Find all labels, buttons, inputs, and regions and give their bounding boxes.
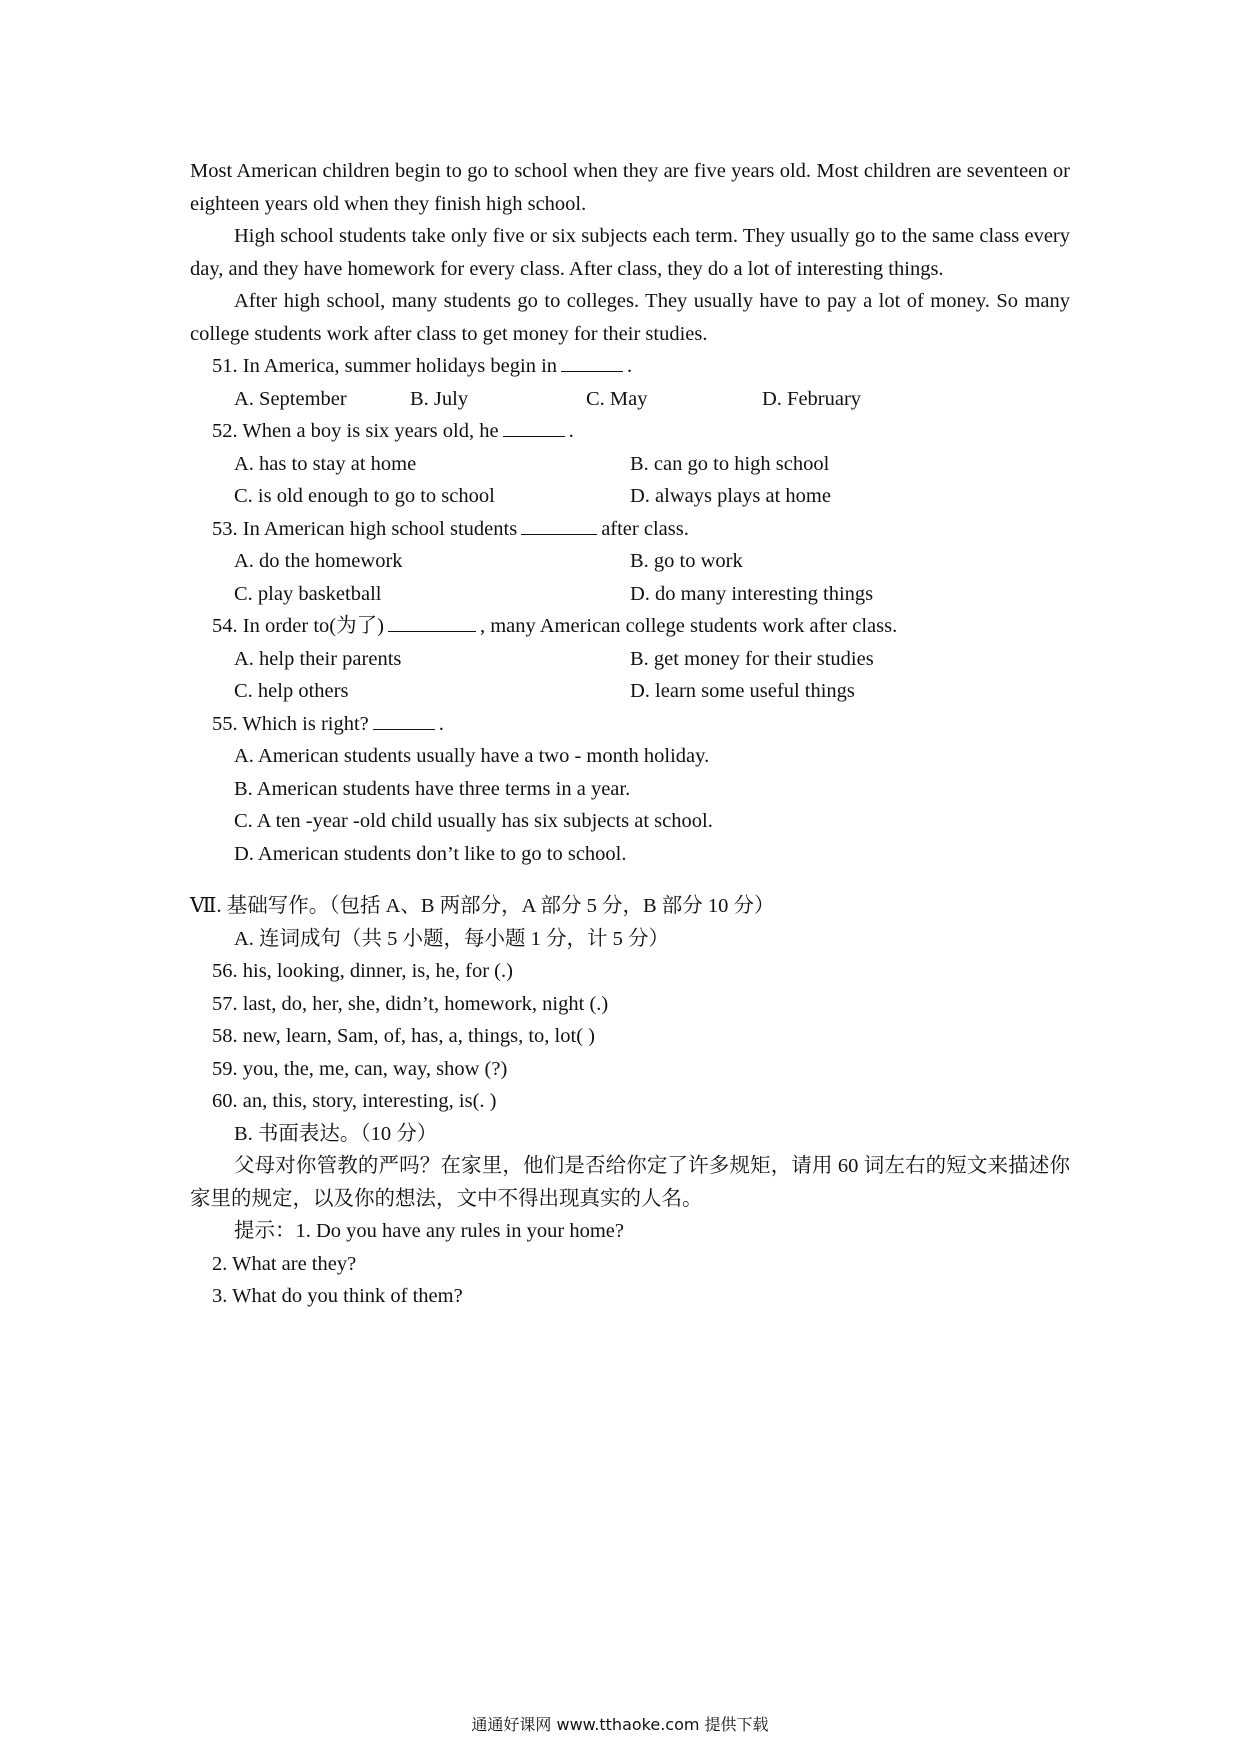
answer-blank	[561, 351, 623, 372]
option-c: C. play basketball	[234, 582, 382, 605]
option-c: C. A ten -year -old child usually has six subjects at school.	[234, 810, 713, 832]
option-a: A. American students usually have a two - month holiday.	[234, 745, 710, 767]
option-b: B. go to work	[630, 550, 743, 572]
options-row	[190, 480, 1070, 513]
writing-task: 父母对你管教的严吗？在家里，他们是否给你定了许多规矩，请用 60 词左右的短文来描述你家里的规定，以及你的想法，文中不得出现真实的人名。	[190, 1155, 1070, 1210]
page-footer: 通通好课网 www.tthaoke.com 提供下载	[471, 1715, 769, 1734]
option-d: D. American students don’t like to go to school.	[234, 842, 627, 865]
option-a: A. do the homework	[234, 550, 403, 572]
option-d: D. always plays at home	[630, 485, 831, 507]
option-c: C. is old enough to go to school	[234, 485, 495, 507]
question-stem-end: .	[568, 420, 574, 442]
options-row	[190, 643, 1070, 676]
answer-blank	[388, 611, 476, 632]
section-title: Ⅶ. 基础写作。（包括 A、B 两部分，A 部分 5 分，B 部分 10 分）	[190, 895, 775, 917]
sentence-item-59: 59. you, the, me, can, way, show (?)	[212, 1057, 508, 1080]
passage-paragraph-3: After high school, many students go to colleges. They usually have to pay a lot of money. So many college students work after class to get money for their studies.	[190, 290, 1070, 345]
option-b: B. can go to high school	[630, 452, 830, 475]
options-row	[190, 383, 1070, 416]
option-c: C. May	[586, 387, 648, 410]
option-b: B. July	[410, 387, 469, 410]
question-stem: 54. In order to(为了)	[212, 615, 384, 637]
option-b: B. get money for their studies	[630, 647, 874, 670]
hint-3: 3. What do you think of them?	[212, 1285, 463, 1307]
question-stem: 52. When a boy is six years old, he	[212, 420, 499, 442]
option-c: C. help others	[234, 680, 349, 702]
answer-blank	[521, 514, 597, 535]
question-stem: 51. In America, summer holidays begin in	[212, 355, 558, 377]
options-row	[190, 675, 1070, 708]
page-content	[190, 155, 1070, 1313]
hint-2: 2. What are they?	[212, 1252, 357, 1275]
question-stem-end: .	[627, 355, 633, 377]
question-stem-end: after class.	[601, 517, 689, 540]
part-a-title: A. 连词成句（共 5 小题，每小题 1 分，计 5 分）	[234, 927, 670, 950]
options-row	[190, 578, 1070, 611]
option-a: A. September	[234, 387, 347, 410]
sentence-item-57: 57. last, do, her, she, didn’t, homework, night (.)	[212, 992, 609, 1015]
question-stem: 55. Which is right?	[212, 712, 369, 735]
options-row	[190, 545, 1070, 578]
question-55	[190, 708, 1070, 871]
question-54	[190, 610, 1070, 708]
option-a: A. has to stay at home	[234, 452, 417, 475]
part-b-title: B. 书面表达。（10 分）	[234, 1122, 438, 1145]
question-51	[190, 350, 1070, 415]
answer-blank	[503, 416, 565, 437]
question-53	[190, 513, 1070, 611]
question-52	[190, 415, 1070, 513]
option-d: D. February	[762, 387, 862, 410]
option-d: D. learn some useful things	[630, 680, 855, 702]
sentence-item-56: 56. his, looking, dinner, is, he, for (.)	[212, 960, 513, 982]
question-stem: 53. In American high school students	[212, 517, 518, 540]
question-stem-end: , many American college students work after class.	[479, 615, 898, 637]
option-a: A. help their parents	[234, 647, 402, 670]
answer-blank	[373, 709, 435, 730]
options-row	[190, 448, 1070, 481]
option-b: B. American students have three terms in a year.	[234, 777, 631, 800]
hint-1: 提示：1. Do you have any rules in your home?	[234, 1220, 624, 1242]
writing-section	[190, 890, 1070, 1313]
option-d: D. do many interesting things	[630, 582, 874, 605]
question-stem-end: .	[438, 712, 444, 735]
passage-paragraph-2: High school students take only five or six subjects each term. They usually go to the same class every day, and they have homework for every class. After class, they do a lot of interesting things.	[190, 225, 1070, 280]
sentence-item-58: 58. new, learn, Sam, of, has, a, things, to, lot( )	[212, 1025, 595, 1047]
passage-paragraph-1: Most American children begin to go to school when they are five years old. Most children are seventeen or eighteen years old when they finish high school.	[190, 160, 1070, 215]
sentence-item-60: 60. an, this, story, interesting, is(. )	[212, 1090, 497, 1112]
